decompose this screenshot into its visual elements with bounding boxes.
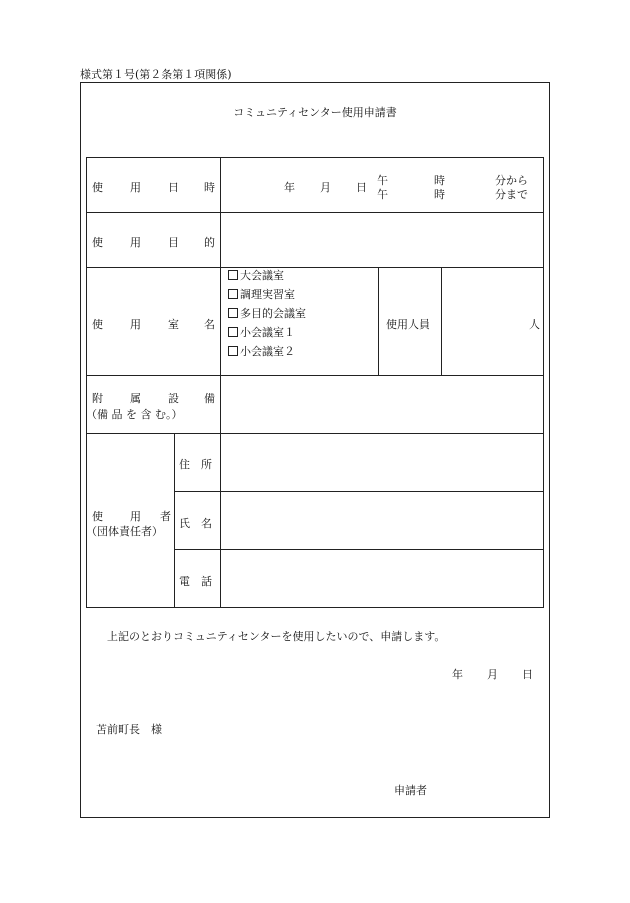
- application-day-field[interactable]: 日: [522, 668, 533, 681]
- use-year-field[interactable]: 年: [284, 181, 295, 194]
- phone-field[interactable]: [222, 551, 542, 606]
- application-year-field[interactable]: 年: [452, 668, 463, 681]
- form-number: 様式第１号(第２条第１項関係): [80, 68, 232, 81]
- checkbox-icon: [228, 289, 238, 299]
- people-count-field[interactable]: 人: [529, 318, 540, 331]
- room-option-multipurpose-room[interactable]: 多目的会議室: [228, 304, 306, 323]
- declaration-text: 上記のとおりコミュニティセンターを使用したいので、申請します。: [107, 630, 446, 643]
- room-option-small-room-1[interactable]: 小会議室１: [228, 323, 306, 342]
- applicant-label: 申請者: [394, 784, 427, 797]
- hour-start-field[interactable]: 時: [434, 174, 445, 187]
- checkbox-icon: [228, 346, 238, 356]
- people-label: 使用人員: [386, 318, 430, 331]
- address-field[interactable]: [222, 435, 542, 490]
- room-option-cooking-room[interactable]: 調理実習室: [228, 285, 306, 304]
- ampm-start[interactable]: 午: [377, 174, 388, 187]
- room-options: [228, 266, 306, 361]
- applicant-field[interactable]: [440, 776, 540, 796]
- room-option-large-hall[interactable]: 大会議室: [228, 266, 306, 285]
- checkbox-icon: [228, 270, 238, 280]
- checkbox-icon: [228, 327, 238, 337]
- name-label: 氏 名: [179, 517, 212, 530]
- address-label: 住 所: [179, 458, 212, 471]
- ampm-end[interactable]: 午: [377, 188, 388, 201]
- minute-end-field[interactable]: 分まで: [495, 188, 528, 201]
- room-option-small-room-2[interactable]: 小会議室２: [228, 342, 306, 361]
- checkbox-icon: [228, 308, 238, 318]
- use-day-field[interactable]: 日: [356, 181, 367, 194]
- addressee: 苫前町長 様: [96, 723, 162, 736]
- hour-end-field[interactable]: 時: [434, 188, 445, 201]
- purpose-field[interactable]: [222, 214, 542, 266]
- use-month-field[interactable]: 月: [320, 181, 331, 194]
- equipment-field[interactable]: [222, 377, 542, 432]
- application-month-field[interactable]: 月: [487, 668, 498, 681]
- form-title: コミュニティセンター使用申請書: [233, 106, 397, 119]
- minute-start-field[interactable]: 分から: [495, 174, 528, 187]
- phone-label: 電 話: [179, 575, 212, 588]
- name-field[interactable]: [222, 493, 542, 548]
